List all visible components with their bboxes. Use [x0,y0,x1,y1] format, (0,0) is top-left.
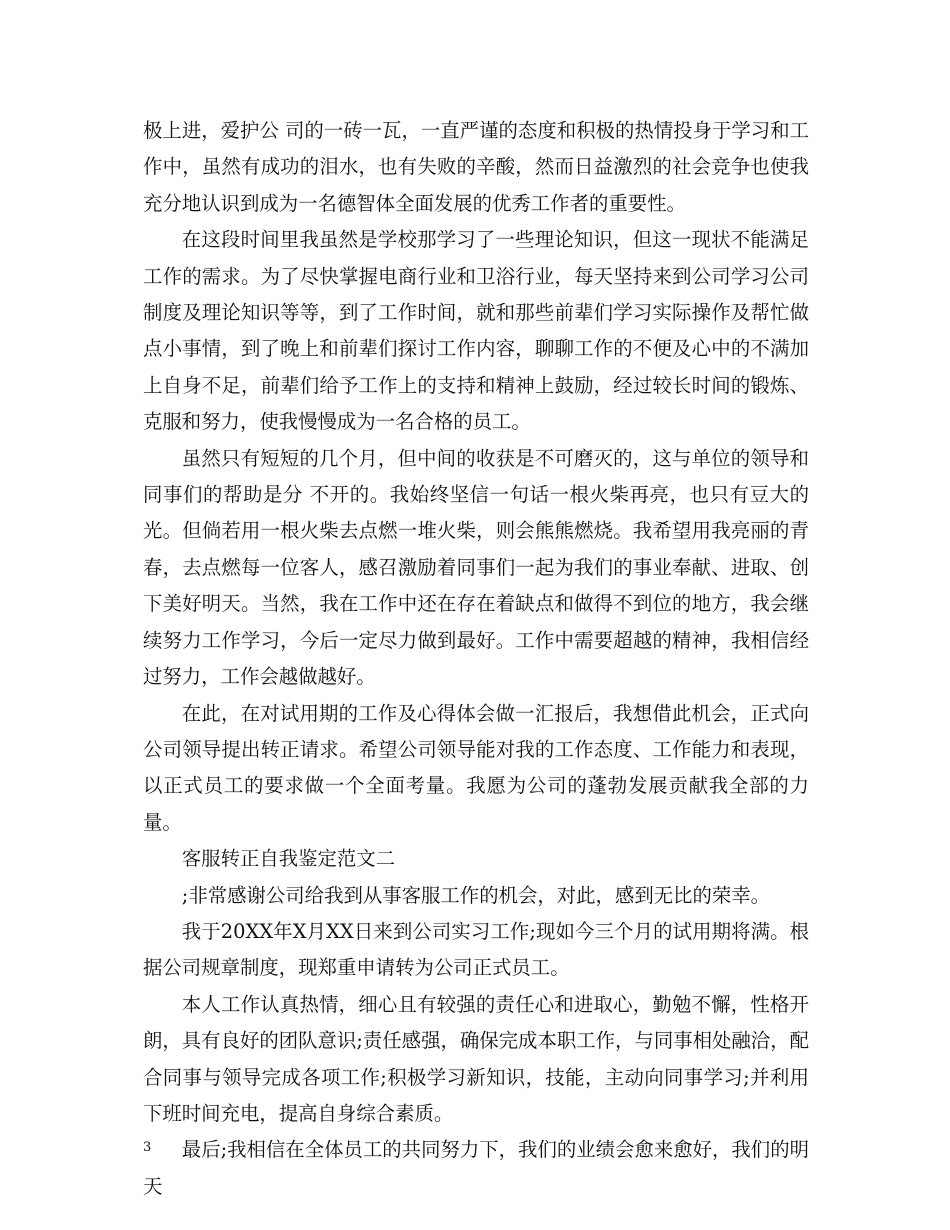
paragraph-3: 虽然只有短短的几个月，但中间的收获是不可磨灭的，这与单位的领导和同事们的帮助是分 不开的。我始终坚信一句话一根火柴再亮，也只有豆大的光。但倘若用一根火柴去点燃一堆火柴，则会熊熊燃烧。我希望用我亮丽的青春，去点燃每一位客人，感召激励着同事们一起为我们的事业奉献、进取、创下美好明天。当然，我在工作中还在存在着缺点和做得不到位的地方，我会继续努力工作学习，今后一定尽力做到最好。工作中需要超越的精神，我相信经过努力，工作会越做越好。 [143,446,809,689]
paragraph-7: 我于20XX年X月XX日来到公司实习工作;现如今三个月的试用期将满。根据公司规章制度，现郑重申请转为公司正式员工。 [143,919,809,980]
paragraph-4: 在此，在对试用期的工作及心得体会做一汇报后，我想借此机会，正式向公司领导提出转正请求。希望公司领导能对我的工作态度、工作能力和表现，以正式员工的要求做一个全面考量。我愿为公司的蓬勃发展贡献我全部的力量。 [143,701,809,834]
page-number: 3 [143,1140,152,1155]
paragraph-6: ;非常感谢公司给我到从事客服工作的机会，对此，感到无比的荣幸。 [181,883,771,907]
paragraph-1: 极上进，爱护公 司的一砖一瓦，一直严谨的态度和积极的热情投身于学习和工作中，虽然有成功的泪水，也有失败的辛酸，然而日益激烈的社会竞争也使我充分地认识到成为一名德智体全面发展的优秀工作者的重要性。 [143,119,809,215]
paragraph-8: 本人工作认真热情，细心且有较强的责任心和进取心，勤勉不懈，性格开朗，具有良好的团队意识;责任感强，确保完成本职工作，与同事相处融洽，配合同事与领导完成各项工作;积极学习新知识，技能，主动向同事学习;并利用下班时间充电，提高自身综合素质。 [143,992,809,1125]
section-heading: 客服转正自我鉴定范文二 [181,847,396,871]
paragraph-2: 在这段时间里我虽然是学校那学习了一些理论知识，但这一现状不能满足工作的需求。为了尽快掌握电商行业和卫浴行业，每天坚持来到公司学习公司制度及理论知识等等，到了工作时间，就和那些前辈们学习实际操作及帮忙做点小事情，到了晚上和前辈们探讨工作内容，聊聊工作的不便及心中的不满加上自身不足，前辈们给予工作上的支持和精神上鼓励，经过较长时间的锻炼、克服和努力，使我慢慢成为一名合格的员工。 [143,228,809,434]
document-body [143,113,809,1205]
paragraph-9: 最后;我相信在全体员工的共同努力下，我们的业绩会愈来愈好，我们的明天 [143,1138,809,1198]
